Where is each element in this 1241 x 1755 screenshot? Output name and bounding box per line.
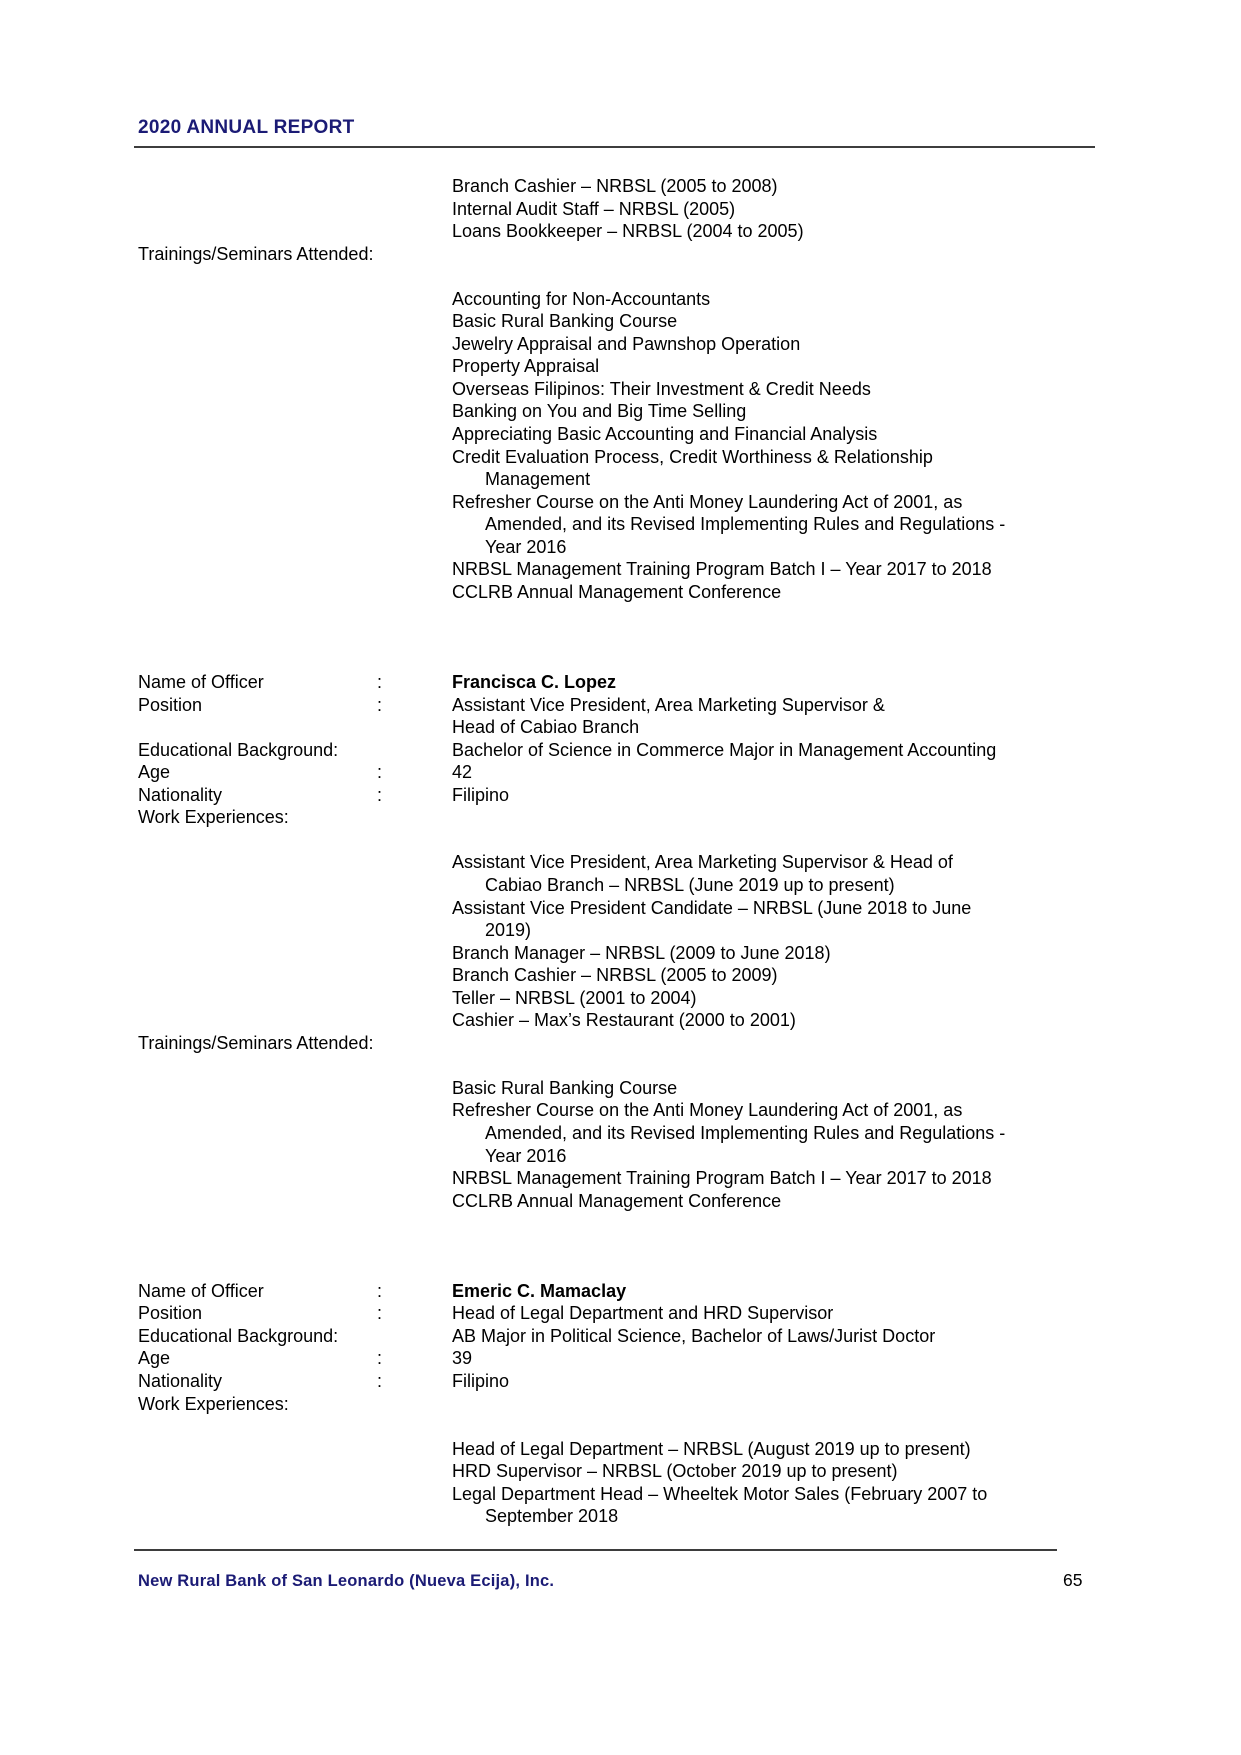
field-value: Loans Bookkeeper – NRBSL (2004 to 2005) bbox=[452, 221, 804, 242]
field-value: NRBSL Management Training Program Batch I – Year 2017 to 2018 bbox=[452, 559, 992, 580]
field-colon: : bbox=[377, 672, 383, 693]
field-label: Name of Officer bbox=[138, 1280, 264, 1301]
field-value: Bachelor of Science in Commerce Major in Management Accounting bbox=[452, 739, 997, 760]
blank-line bbox=[138, 1415, 1138, 1438]
field-value: Year 2016 bbox=[485, 536, 567, 557]
field-value: Head of Legal Department and HRD Supervisor bbox=[452, 1303, 834, 1324]
document-line bbox=[138, 1347, 1138, 1370]
section-officer-emeric-c-mamaclay bbox=[138, 1280, 1138, 1528]
document-line bbox=[138, 423, 1138, 446]
document-line bbox=[138, 806, 1138, 829]
field-value: AB Major in Political Science, Bachelor of Laws/Jurist Doctor bbox=[452, 1325, 936, 1346]
document-line bbox=[138, 1077, 1138, 1100]
field-label: Work Experiences: bbox=[138, 1393, 289, 1414]
field-label: Work Experiences: bbox=[138, 807, 289, 828]
document-line bbox=[138, 716, 1138, 739]
field-value: 42 bbox=[452, 762, 473, 783]
field-colon: : bbox=[377, 762, 383, 783]
document-line bbox=[138, 378, 1138, 401]
document-rows bbox=[138, 175, 1138, 1528]
document-line bbox=[138, 198, 1138, 221]
field-value: Year 2016 bbox=[485, 1145, 567, 1166]
document-line bbox=[138, 243, 1138, 266]
field-label: Nationality bbox=[138, 1370, 223, 1391]
field-value: Filipino bbox=[452, 784, 510, 805]
document-line bbox=[138, 355, 1138, 378]
field-value: Refresher Course on the Anti Money Laundering Act of 2001, as bbox=[452, 1100, 963, 1121]
document-line bbox=[138, 491, 1138, 514]
document-line bbox=[138, 333, 1138, 356]
field-value: Banking on You and Big Time Selling bbox=[452, 401, 747, 422]
blank-line bbox=[138, 603, 1138, 626]
document-line bbox=[138, 310, 1138, 333]
document-line bbox=[138, 1393, 1138, 1416]
blank-line bbox=[138, 1212, 1138, 1235]
footer-bank-name: New Rural Bank of San Leonardo (Nueva Ecija), Inc. bbox=[138, 1572, 555, 1590]
field-value: Property Appraisal bbox=[452, 356, 600, 377]
field-value: Refresher Course on the Anti Money Laundering Act of 2001, as bbox=[452, 491, 963, 512]
blank-line bbox=[138, 1257, 1138, 1280]
field-value: Emeric C. Mamaclay bbox=[452, 1280, 627, 1301]
field-label: Name of Officer bbox=[138, 672, 264, 693]
page-number: 65 bbox=[1063, 1570, 1083, 1590]
field-colon: : bbox=[377, 694, 383, 715]
footer-rule bbox=[134, 1549, 1057, 1551]
field-value: NRBSL Management Training Program Batch I – Year 2017 to 2018 bbox=[452, 1168, 992, 1189]
field-value: Assistant Vice President, Area Marketing Supervisor & Head of bbox=[452, 852, 953, 873]
field-value: Head of Legal Department – NRBSL (August 2019 up to present) bbox=[452, 1438, 971, 1459]
document-line bbox=[138, 1505, 1138, 1528]
document-line bbox=[138, 671, 1138, 694]
document-line bbox=[138, 942, 1138, 965]
document-line bbox=[138, 288, 1138, 311]
field-value: Branch Manager – NRBSL (2009 to June 2018) bbox=[452, 942, 831, 963]
header-rule bbox=[134, 146, 1095, 148]
document-line bbox=[138, 851, 1138, 874]
field-label: Trainings/Seminars Attended: bbox=[138, 1032, 374, 1053]
field-label: Educational Background: bbox=[138, 739, 339, 760]
field-label: Educational Background: bbox=[138, 1325, 339, 1346]
field-colon: : bbox=[377, 1280, 383, 1301]
field-value: Teller – NRBSL (2001 to 2004) bbox=[452, 987, 697, 1008]
field-colon: : bbox=[377, 784, 383, 805]
field-colon: : bbox=[377, 1370, 383, 1391]
document-line bbox=[138, 468, 1138, 491]
document-line bbox=[138, 1167, 1138, 1190]
document-line bbox=[138, 446, 1138, 469]
field-value: Management bbox=[485, 469, 591, 490]
field-label: Age bbox=[138, 1348, 171, 1369]
field-value: Amended, and its Revised Implementing Rules and Regulations - bbox=[485, 514, 1006, 535]
document-line bbox=[138, 964, 1138, 987]
document-line bbox=[138, 220, 1138, 243]
document-line bbox=[138, 1280, 1138, 1303]
blank-line bbox=[138, 829, 1138, 852]
document-line bbox=[138, 513, 1138, 536]
field-value: Basic Rural Banking Course bbox=[452, 1077, 678, 1098]
field-value: Francisca C. Lopez bbox=[452, 672, 617, 693]
field-value: Overseas Filipinos: Their Investment & Credit Needs bbox=[452, 378, 871, 399]
field-value: Branch Cashier – NRBSL (2005 to 2008) bbox=[452, 176, 778, 196]
document-line bbox=[138, 1483, 1138, 1506]
field-label: Position bbox=[138, 694, 203, 715]
field-value: Credit Evaluation Process, Credit Worthiness & Relationship bbox=[452, 446, 933, 467]
document-line bbox=[138, 919, 1138, 942]
blank-line bbox=[138, 265, 1138, 288]
blank-line bbox=[138, 1235, 1138, 1258]
document-line bbox=[138, 175, 1138, 198]
field-value: Branch Cashier – NRBSL (2005 to 2009) bbox=[452, 965, 778, 986]
document-line bbox=[138, 1460, 1138, 1483]
section-previous-officer-continued bbox=[138, 175, 1138, 671]
blank-line bbox=[138, 626, 1138, 649]
field-colon: : bbox=[377, 1303, 383, 1324]
document-line bbox=[138, 1190, 1138, 1213]
document-line bbox=[138, 1325, 1138, 1348]
field-value: Internal Audit Staff – NRBSL (2005) bbox=[452, 198, 736, 219]
document-line bbox=[138, 1145, 1138, 1168]
document-line bbox=[138, 694, 1138, 717]
document-line bbox=[138, 761, 1138, 784]
document-line bbox=[138, 1032, 1138, 1055]
field-label: Age bbox=[138, 762, 171, 783]
field-value: Accounting for Non-Accountants bbox=[452, 288, 711, 309]
field-value: Basic Rural Banking Course bbox=[452, 311, 678, 332]
field-value: HRD Supervisor – NRBSL (October 2019 up to present) bbox=[452, 1461, 898, 1482]
document-line bbox=[138, 1099, 1138, 1122]
field-label: Position bbox=[138, 1303, 203, 1324]
document-line bbox=[138, 1438, 1138, 1461]
field-value: CCLRB Annual Management Conference bbox=[452, 1190, 782, 1211]
field-value: Filipino bbox=[452, 1370, 510, 1391]
document-line bbox=[138, 400, 1138, 423]
section-officer-francisca-c-lopez bbox=[138, 671, 1138, 1280]
field-value: Assistant Vice President Candidate – NRBSL (June 2018 to June bbox=[452, 897, 972, 918]
blank-line bbox=[138, 648, 1138, 671]
field-value: Amended, and its Revised Implementing Rules and Regulations - bbox=[485, 1122, 1006, 1143]
document-line bbox=[138, 897, 1138, 920]
field-label: Nationality bbox=[138, 784, 223, 805]
field-value: 39 bbox=[452, 1348, 473, 1369]
field-value: 2019) bbox=[485, 920, 532, 941]
field-value: Appreciating Basic Accounting and Financial Analysis bbox=[452, 424, 878, 445]
document-line bbox=[138, 558, 1138, 581]
document-line bbox=[138, 874, 1138, 897]
document-line bbox=[138, 1009, 1138, 1032]
field-value: Legal Department Head – Wheeltek Motor Sales (February 2007 to bbox=[452, 1483, 988, 1504]
field-value: Jewelry Appraisal and Pawnshop Operation bbox=[452, 333, 801, 354]
blank-line bbox=[138, 1054, 1138, 1077]
field-value: CCLRB Annual Management Conference bbox=[452, 581, 782, 602]
document-line bbox=[138, 987, 1138, 1010]
document-line bbox=[138, 1302, 1138, 1325]
field-value: Assistant Vice President, Area Marketing Supervisor & bbox=[452, 694, 885, 715]
field-value: Cabiao Branch – NRBSL (June 2019 up to present) bbox=[485, 874, 895, 895]
document-line bbox=[138, 1370, 1138, 1393]
document-line bbox=[138, 739, 1138, 762]
document-line bbox=[138, 1122, 1138, 1145]
field-label: Trainings/Seminars Attended: bbox=[138, 243, 374, 264]
document-line bbox=[138, 784, 1138, 807]
field-value: Cashier – Max’s Restaurant (2000 to 2001) bbox=[452, 1010, 796, 1031]
field-value: Head of Cabiao Branch bbox=[452, 717, 640, 738]
page-title: 2020 ANNUAL REPORT bbox=[138, 117, 355, 138]
field-colon: : bbox=[377, 1348, 383, 1369]
document-line bbox=[138, 581, 1138, 604]
document-line bbox=[138, 536, 1138, 559]
field-value: September 2018 bbox=[485, 1506, 619, 1527]
